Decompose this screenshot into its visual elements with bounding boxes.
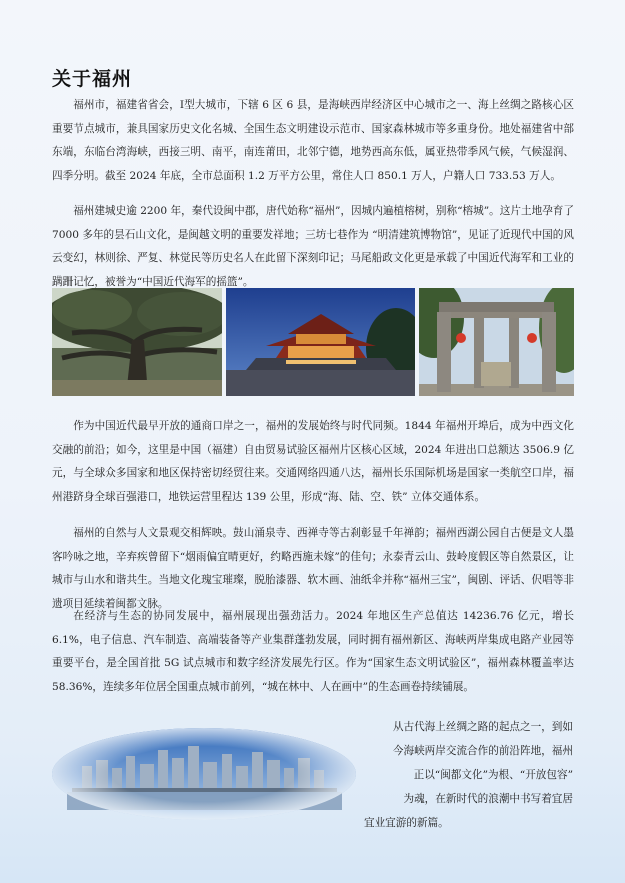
paragraph-overview: 福州市，福建省省会，Ⅰ型大城市，下辖 6 区 6 县，是海峡西岸经济区中心城市之一、海上丝绸之路核心区重要节点城市，兼具国家历史文化名城、全国生态文明建设示范市、国家森林城市等多重身份。地处福建省中部东端，东临台湾海峡，西接三明、南平，南连莆田，北邻宁德，地势西高东低，属亚热带季风气候，气候湿润、四季分明。截至 2024 年底，全市总面积 1.2 万平方公里，常住人口 850.1 万人，户籍人口 733.53 万人。 <box>52 99 574 182</box>
closing-line: 宜业宜游的新篇。 <box>364 817 449 829</box>
stone-archway-photo <box>419 288 574 396</box>
zhenhai-tower-night-photo <box>226 288 415 396</box>
closing-line: 今海峡两岸交流合作的前沿阵地，福州 <box>392 745 573 757</box>
closing-line: 从古代海上丝绸之路的起点之一，到如 <box>392 721 573 733</box>
paragraph-development: 作为中国近代最早开放的通商口岸之一，福州的发展始终与时代同频。1844 年福州开埠后，成为中西文化交融的前沿；如今，这里是中国（福建）自由贸易试验区福州片区核心区域，2024 年进出口总额达 3506.9 亿元，与全球众多国家和地区保持密切经贸往来。交通网络四通八达，福州长乐国际机场是国家一类航空口岸，福州港跻身全球百强港口，地铁运营里程达 139 公里，形成“海、陆、空、铁” 立体交通体系。 <box>52 420 574 503</box>
closing-line: 为魂，在新时代的浪潮中书写着宜居 <box>403 793 573 805</box>
closing-line: 正以“闽都文化”为根、“开放包容” <box>413 769 573 781</box>
banyan-tree-photo <box>52 288 222 396</box>
paragraph-history: 福州建城史逾 2200 年，秦代设闽中郡，唐代始称“福州”，因城内遍植榕树，别称“榕城”。这片土地孕育了 7000 多年的昙石山文化，是闽越文明的重要发祥地；三坊七巷作为 “明清建筑博物馆”，见证了近现代中国的风云变幻，林则徐、严复、林觉民等历史名人在此留下深刻印记；马尾船政文化更是承载了中国近代海军和工业的蹒跚记忆，被誉为“中国近代海军的摇篮”。 <box>52 205 574 288</box>
paragraph-economy: 在经济与生态的协同发展中，福州展现出强劲活力。2024 年地区生产总值达 14236.76 亿元，增长 6.1%，电子信息、汽车制造、高端装备等产业集群蓬勃发展，同时拥有福州新区、海峡两岸集成电路产业园等重要平台，是全国首批 5G 试点城市和数字经济发展先行区。作为“国家生态文明试验区”，福州森林覆盖率达 58.36%，连续多年位居全国重点城市前列，“城在林中、人在画中”的生态画卷持续铺展。 <box>52 610 574 693</box>
section-title: 关于福州 <box>52 68 133 90</box>
city-skyline-photo <box>52 728 357 820</box>
paragraph-landscape: 福州的自然与人文景观交相辉映。鼓山涌泉寺、西禅寺等古刹彰显千年禅韵；福州西湖公园自古便是文人墨客吟咏之地，辛弃疾曾留下“烟雨偏宜晴更好，约略西施未嫁”的佳句；永泰青云山、鼓岭度假区等自然景区，让城市与山水和谐共生。当地文化瑰宝璀璨，脱胎漆器、软木画、油纸伞并称“福州三宝”，闽剧、评话、伬唱等非遗项目延续着闽都文脉。 <box>52 527 574 610</box>
